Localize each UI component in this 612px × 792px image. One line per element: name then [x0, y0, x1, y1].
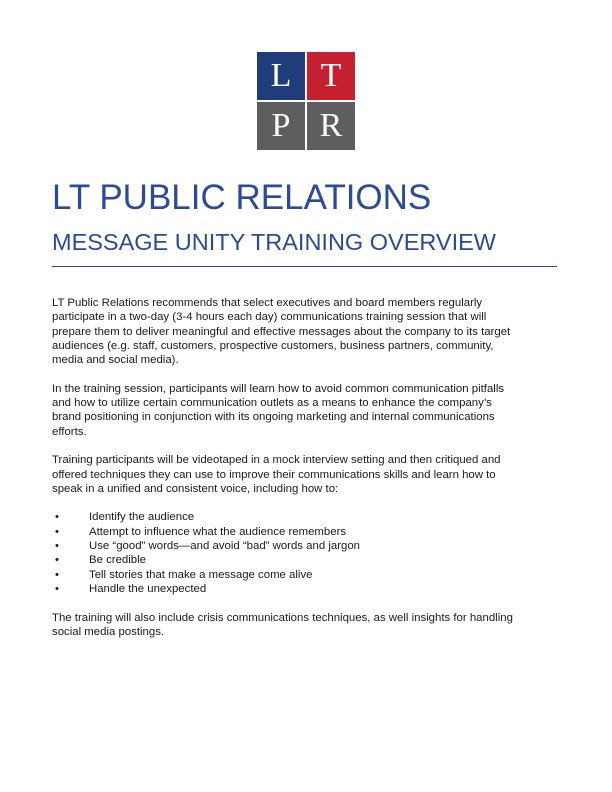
- list-item: • Handle the unexpected: [55, 582, 207, 595]
- logo-tile-l: L: [257, 52, 305, 100]
- bullet-icon: •: [55, 582, 59, 595]
- logo-tile-r: R: [307, 102, 355, 150]
- bullet-icon: •: [55, 540, 59, 553]
- list-item: • Use “good” words—and avoid “bad” words and jargon: [55, 540, 360, 553]
- bullet-icon: •: [55, 568, 59, 581]
- list-item: • Attempt to influence what the audience remembers: [55, 525, 347, 538]
- videotape-paragraph: Training participants will be videotaped in a mock interview setting and then critiqued and offered techniques they can use to improve their communications skills and learn how to speak in a unified and consistent voice, including how to:: [52, 454, 501, 495]
- bullet-icon: •: [55, 554, 59, 567]
- logo-tile-p: P: [257, 102, 305, 150]
- bullet-icon: •: [55, 525, 59, 538]
- skills-list: [52, 510, 522, 596]
- session-paragraph: In the training session, participants will learn how to avoid common communication pitfalls and how to utilize certain communication outlets as a means to enhance the company’s brand positioning in conjunction with its ongoing marketing and internal communications efforts.: [52, 382, 505, 438]
- page-subtitle: MESSAGE UNITY TRAINING OVERVIEW: [52, 229, 496, 255]
- closing-paragraph: The training will also include crisis communications techniques, as well insights for handling social media postings.: [52, 611, 513, 638]
- logo-tile-t: T: [307, 52, 355, 100]
- list-item: • Tell stories that make a message come alive: [55, 568, 313, 581]
- intro-paragraph: LT Public Relations recommends that select executives and board members regularly participate in a two-day (3-4 hours each day) communications training session that will prepare them to deliver meaningful and effective messages about the company to its target audiences (e.g. staff, customers, prospective customers, business partners, community, media and social media).: [52, 297, 511, 367]
- document-body: [52, 296, 522, 653]
- bullet-icon: •: [55, 511, 59, 524]
- title-divider: [52, 266, 557, 267]
- list-item: • Be credible: [55, 554, 146, 567]
- company-logo: [257, 52, 355, 150]
- page-title: LT PUBLIC RELATIONS: [52, 178, 432, 217]
- list-item: • Identify the audience: [55, 511, 195, 524]
